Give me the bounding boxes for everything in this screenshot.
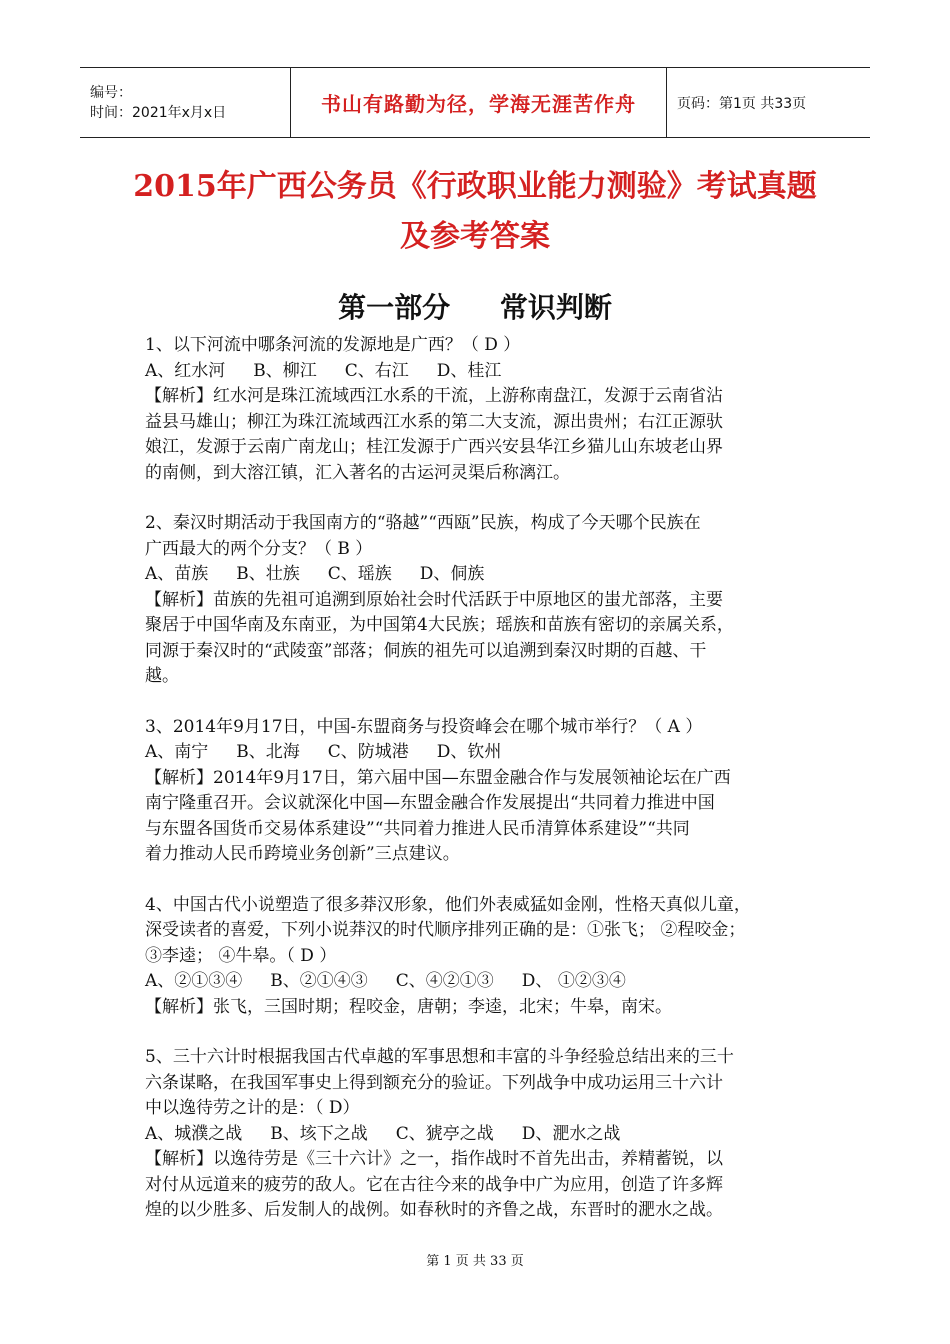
option-c: C、瑶族 [327, 564, 392, 584]
option-d: D、钦州 [436, 742, 502, 762]
analysis-line: 对付从远道来的疲劳的敌人。它在古往今来的战争中广为应用，创造了许多辉 [145, 1174, 723, 1195]
option-d: D、桂江 [436, 360, 502, 381]
analysis-line: 着力推动人民币跨境业务创新”三点建议。 [145, 844, 460, 864]
question-stem-line: 1、以下河流中哪条河流的发源地是广西？（ D ） [145, 335, 521, 355]
option-row [145, 740, 815, 766]
option-a: A、②①③④ [145, 971, 243, 991]
option-c: C、④②①③ [395, 971, 494, 991]
question-stem-line: 3、2014年9月17日，中国-东盟商务与投资峰会在哪个城市举行？（ A ） [145, 716, 703, 737]
option-row [145, 359, 815, 385]
option-a: A、红水河 [145, 360, 226, 381]
option-d: D、淝水之战 [521, 1123, 621, 1144]
option-row [145, 562, 815, 588]
section-title: 第一部分 常识判断 [338, 291, 612, 324]
question-stem-line: 广西最大的两个分支？（ B ） [145, 538, 373, 559]
option-b: B、北海 [236, 742, 300, 762]
analysis-line: 同源于秦汉时的“武陵蛮”部落；侗族的祖先可以追溯到秦汉时期的百越、干 [145, 640, 707, 661]
question-block [145, 511, 815, 690]
analysis-line: 与东盟各国货币交易体系建设”“共同着力推进人民币清算体系建设”“共同 [145, 818, 690, 839]
analysis-line: 【解析】张飞，三国时期；程咬金，唐朝；李逵，北宋；牛皋，南宋。 [145, 996, 672, 1017]
option-b: B、壮族 [236, 564, 300, 584]
page-info: 页码：第1页 共33页 [677, 95, 807, 112]
analysis-line: 益县马雄山；柳江为珠江流域西江水系的第二大支流，源出贵州；右江正源驮 [145, 411, 723, 432]
analysis-line: 娘江，发源于云南广南龙山；桂江发源于广西兴安县华江乡猫儿山东坡老山界 [145, 437, 723, 457]
analysis-line: 【解析】苗族的先祖可追溯到原始社会时代活跃于中原地区的蚩尤部落，主要 [145, 589, 723, 610]
option-row [145, 1122, 815, 1148]
option-a: A、南宁 [145, 742, 209, 762]
option-c: C、右江 [344, 360, 409, 381]
analysis-line: 煌的以少胜多、后发制人的战例。如春秋时的齐鲁之战，东晋时的淝水之战。 [145, 1200, 723, 1220]
option-d: D、 ①②③④ [521, 971, 626, 991]
option-row [145, 969, 815, 995]
motto: 书山有路勤为径，学海无涯苦作舟 [321, 92, 636, 116]
header-meta [80, 68, 291, 137]
header-motto-cell [291, 68, 667, 137]
question-stem-line: 4、中国古代小说塑造了很多莽汉形象，他们外表威猛如金刚，性格天真似儿童， [145, 894, 751, 915]
number-label: 编号： [90, 84, 132, 101]
question-stem-line: 中以逸待劳之计的是：（ D） [145, 1098, 360, 1118]
analysis-line: 的南侧，到大溶江镇，汇入著名的古运河灵渠后称漓江。 [145, 462, 570, 483]
option-b: B、垓下之战 [270, 1123, 368, 1144]
time-label: 时间：2021年x月x日 [90, 104, 227, 121]
question-stem-line: 5、三十六计时根据我国古代卓越的军事思想和丰富的斗争经验总结出来的三十 [145, 1047, 734, 1067]
question-block [145, 893, 815, 1021]
header-page-info-cell [667, 68, 870, 137]
document-subtitle: 及参考答案 [400, 219, 550, 254]
page-footer: 第 1 页 共 33 页 [426, 1254, 524, 1269]
option-b: B、②①④③ [270, 971, 368, 991]
question-block [145, 333, 815, 486]
question-stem-line: ③李逵； ④牛皋。（ D ） [145, 945, 337, 966]
option-a: A、城濮之战 [145, 1123, 243, 1144]
document-title: 2015年广西公务员《行政职业能力测验》考试真题 [133, 169, 817, 204]
question-list [145, 333, 815, 1249]
analysis-line: 【解析】2014年9月17日，第六届中国—东盟金融合作与发展领袖论坛在广西 [145, 767, 731, 788]
option-d: D、侗族 [419, 564, 485, 584]
analysis-line: 【解析】红水河是珠江流域西江水系的干流，上游称南盘江，发源于云南省沾 [145, 386, 723, 406]
analysis-line: 聚居于中国华南及东南亚，为中国第4大民族；瑶族和苗族有密切的亲属关系， [145, 615, 734, 635]
question-stem-line: 六条谋略，在我国军事史上得到额充分的验证。下列战争中成功运用三十六计 [145, 1072, 723, 1093]
option-b: B、柳江 [253, 360, 317, 381]
question-block [145, 715, 815, 868]
analysis-line: 南宁隆重召开。会议就深化中国—东盟金融合作发展提出“共同着力推进中国 [145, 793, 715, 813]
question-block [145, 1045, 815, 1224]
page-header [80, 67, 870, 138]
option-c: C、猇亭之战 [395, 1123, 494, 1144]
analysis-line: 越。 [145, 666, 179, 686]
question-stem-line: 2、秦汉时期活动于我国南方的“骆越”“西瓯”民族，构成了今天哪个民族在 [145, 513, 701, 533]
analysis-line: 【解析】以逸待劳是《三十六计》之一，指作战时不首先出击，养精蓄锐，以 [145, 1149, 723, 1169]
option-a: A、苗族 [145, 564, 209, 584]
option-c: C、防城港 [327, 742, 409, 762]
question-stem-line: 深受读者的喜爱，下列小说莽汉的时代顺序排列正确的是：①张飞； ②程咬金； [145, 920, 746, 940]
